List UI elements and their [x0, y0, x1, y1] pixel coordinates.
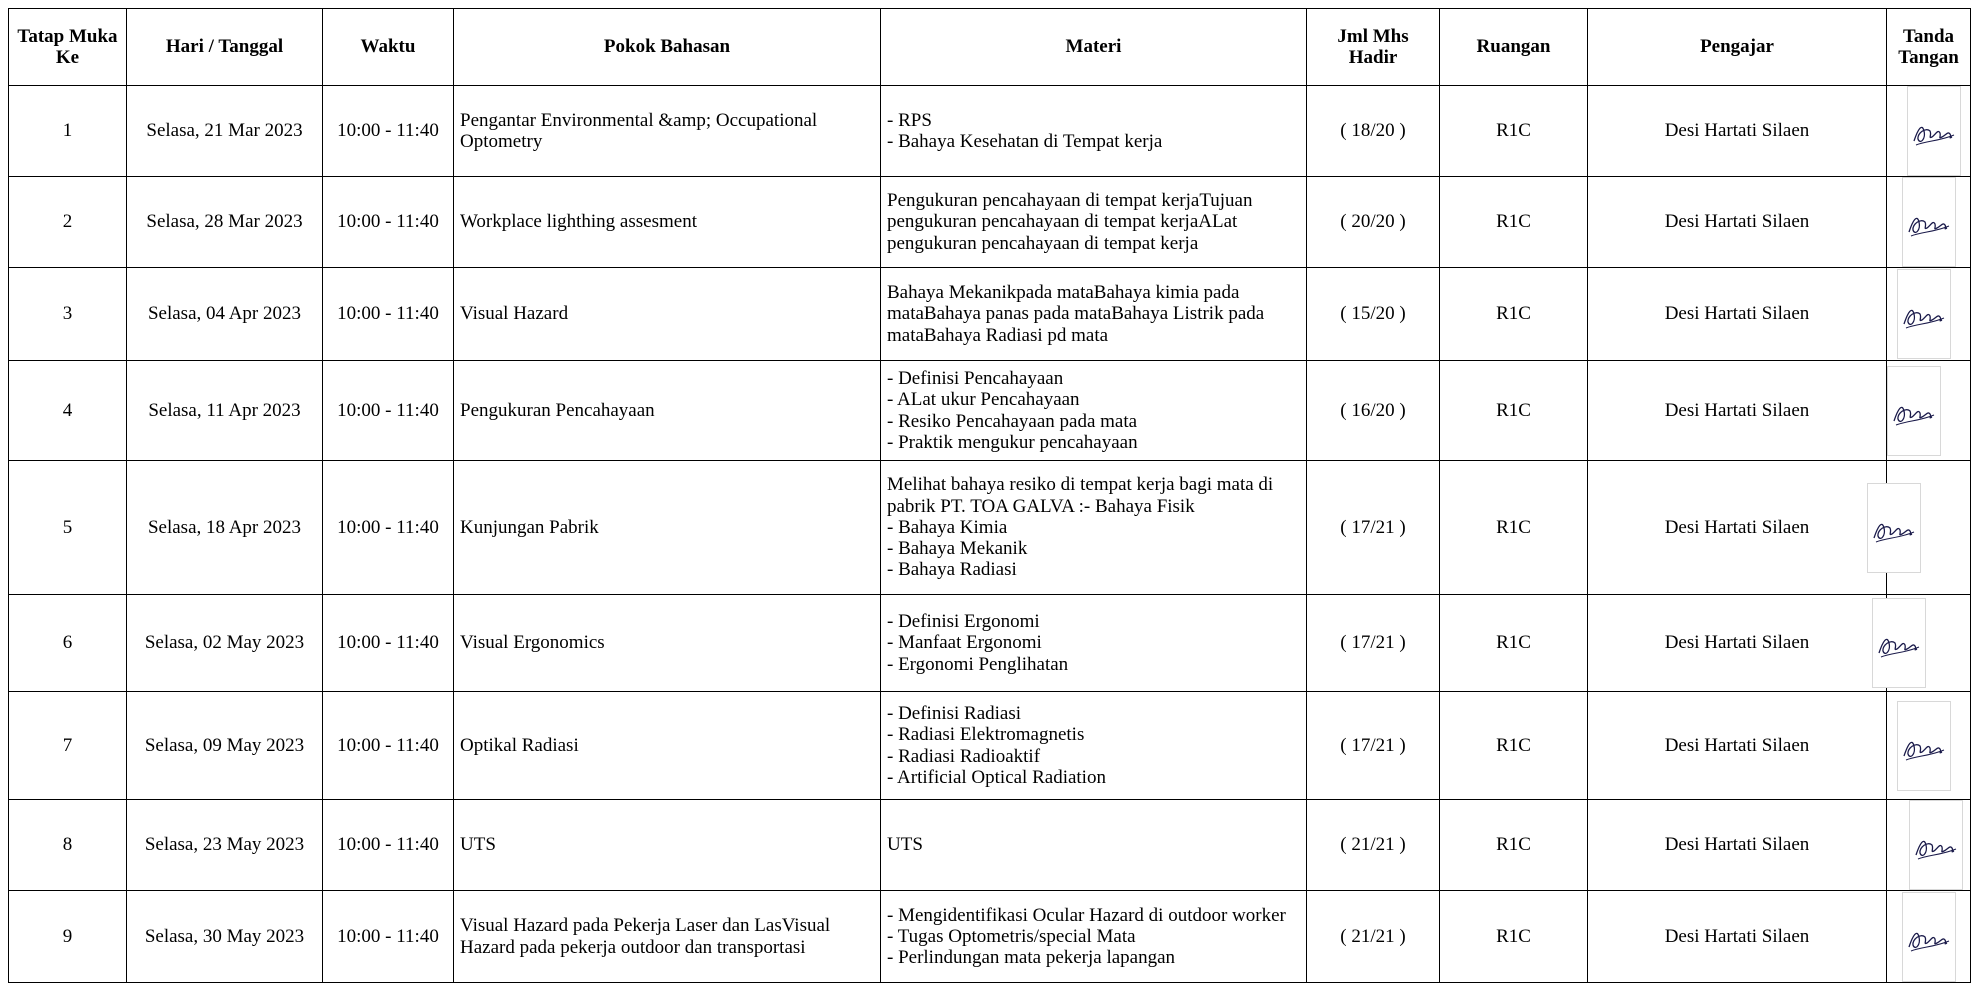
cell-pokok-bahasan: Visual Ergonomics: [454, 595, 881, 692]
cell-ruangan: R1C: [1440, 461, 1588, 595]
header-ruangan: Ruangan: [1440, 9, 1588, 86]
cell-ruangan: R1C: [1440, 268, 1588, 361]
cell-pokok-bahasan: Pengukuran Pencahayaan: [454, 361, 881, 461]
cell-tatap-muka: 9: [9, 891, 127, 983]
cell-ruangan: R1C: [1440, 595, 1588, 692]
table-body: [9, 86, 1971, 983]
cell-materi: - Definisi Ergonomi - Manfaat Ergonomi - Ergonomi Penglihatan: [881, 595, 1307, 692]
cell-pengajar: Desi Hartati Silaen: [1588, 86, 1887, 177]
cell-tanda-tangan: [1887, 461, 1971, 595]
cell-hari-tanggal: Selasa, 09 May 2023: [127, 692, 323, 800]
cell-waktu: 10:00 - 11:40: [323, 891, 454, 983]
table-row: [9, 268, 1971, 361]
signature-icon: [1910, 801, 1962, 889]
cell-jml-mhs-hadir: ( 20/20 ): [1307, 177, 1440, 268]
cell-tatap-muka: 5: [9, 461, 127, 595]
signature-image: [1867, 483, 1921, 573]
cell-pengajar: Desi Hartati Silaen: [1588, 800, 1887, 891]
cell-materi: Bahaya Mekanikpada mataBahaya kimia pada mataBahaya panas pada mataBahaya Listrik pada mataBahaya Radiasi pd mata: [881, 268, 1307, 361]
signature-icon: [1898, 702, 1950, 790]
signature-image: [1902, 892, 1956, 982]
cell-pengajar: Desi Hartati Silaen: [1588, 461, 1887, 595]
cell-jml-mhs-hadir: ( 15/20 ): [1307, 268, 1440, 361]
cell-pengajar: Desi Hartati Silaen: [1588, 891, 1887, 983]
cell-jml-mhs-hadir: ( 16/20 ): [1307, 361, 1440, 461]
cell-pokok-bahasan: UTS: [454, 800, 881, 891]
table-row: [9, 177, 1971, 268]
cell-jml-mhs-hadir: ( 21/21 ): [1307, 800, 1440, 891]
cell-pengajar: Desi Hartati Silaen: [1588, 268, 1887, 361]
cell-jml-mhs-hadir: ( 18/20 ): [1307, 86, 1440, 177]
cell-tatap-muka: 3: [9, 268, 127, 361]
cell-tanda-tangan: [1887, 595, 1971, 692]
header-row: [9, 9, 1971, 86]
cell-materi: Pengukuran pencahayaan di tempat kerjaTujuan pengukuran pencahayaan di tempat kerjaALat pengukuran pencahayaan di tempat kerja: [881, 177, 1307, 268]
table-row: [9, 800, 1971, 891]
cell-hari-tanggal: Selasa, 04 Apr 2023: [127, 268, 323, 361]
cell-pengajar: Desi Hartati Silaen: [1588, 595, 1887, 692]
header-waktu: Waktu: [323, 9, 454, 86]
cell-tanda-tangan: [1887, 800, 1971, 891]
signature-image: [1902, 177, 1956, 267]
cell-waktu: 10:00 - 11:40: [323, 800, 454, 891]
cell-pengajar: Desi Hartati Silaen: [1588, 177, 1887, 268]
cell-ruangan: R1C: [1440, 692, 1588, 800]
cell-materi: - Definisi Radiasi - Radiasi Elektromagnetis - Radiasi Radioaktif - Artificial Optical Radiation: [881, 692, 1307, 800]
cell-ruangan: R1C: [1440, 177, 1588, 268]
cell-jml-mhs-hadir: ( 17/21 ): [1307, 595, 1440, 692]
cell-pokok-bahasan: Pengantar Environmental &amp; Occupational Optometry: [454, 86, 881, 177]
cell-tatap-muka: 2: [9, 177, 127, 268]
cell-waktu: 10:00 - 11:40: [323, 177, 454, 268]
cell-pokok-bahasan: Visual Hazard pada Pekerja Laser dan LasVisual Hazard pada pekerja outdoor dan transportasi: [454, 891, 881, 983]
table-row: [9, 461, 1971, 595]
cell-ruangan: R1C: [1440, 361, 1588, 461]
signature-icon: [1908, 87, 1960, 175]
cell-ruangan: R1C: [1440, 800, 1588, 891]
cell-hari-tanggal: Selasa, 23 May 2023: [127, 800, 323, 891]
cell-hari-tanggal: Selasa, 28 Mar 2023: [127, 177, 323, 268]
cell-waktu: 10:00 - 11:40: [323, 461, 454, 595]
cell-materi: - Mengidentifikasi Ocular Hazard di outdoor worker - Tugas Optometris/special Mata - Perlindungan mata pekerja lapangan: [881, 891, 1307, 983]
cell-hari-tanggal: Selasa, 02 May 2023: [127, 595, 323, 692]
cell-pokok-bahasan: Visual Hazard: [454, 268, 881, 361]
header-hari-tanggal: Hari / Tanggal: [127, 9, 323, 86]
signature-image: [1897, 269, 1951, 359]
cell-waktu: 10:00 - 11:40: [323, 692, 454, 800]
cell-pokok-bahasan: Workplace lighthing assesment: [454, 177, 881, 268]
cell-jml-mhs-hadir: ( 17/21 ): [1307, 461, 1440, 595]
cell-tatap-muka: 6: [9, 595, 127, 692]
cell-pengajar: Desi Hartati Silaen: [1588, 692, 1887, 800]
cell-waktu: 10:00 - 11:40: [323, 361, 454, 461]
header-pengajar: Pengajar: [1588, 9, 1887, 86]
header-tanda-tangan: Tanda Tangan: [1887, 9, 1971, 86]
signature-image: [1897, 701, 1951, 791]
cell-waktu: 10:00 - 11:40: [323, 595, 454, 692]
cell-hari-tanggal: Selasa, 11 Apr 2023: [127, 361, 323, 461]
cell-materi: Melihat bahaya resiko di tempat kerja bagi mata di pabrik PT. TOA GALVA :- Bahaya Fisik - Bahaya Kimia - Bahaya Mekanik - Bahaya Radiasi: [881, 461, 1307, 595]
header-tatap-muka: Tatap Muka Ke: [9, 9, 127, 86]
table-row: [9, 86, 1971, 177]
cell-tatap-muka: 4: [9, 361, 127, 461]
cell-pokok-bahasan: Optikal Radiasi: [454, 692, 881, 800]
cell-tanda-tangan: [1887, 692, 1971, 800]
signature-image: [1872, 598, 1926, 688]
cell-tanda-tangan: [1887, 361, 1971, 461]
signature-icon: [1903, 893, 1955, 981]
header-materi: Materi: [881, 9, 1307, 86]
table-row: [9, 891, 1971, 983]
cell-hari-tanggal: Selasa, 30 May 2023: [127, 891, 323, 983]
table-row: [9, 595, 1971, 692]
signature-icon: [1888, 367, 1940, 455]
cell-hari-tanggal: Selasa, 18 Apr 2023: [127, 461, 323, 595]
header-jml-mhs-hadir: Jml Mhs Hadir: [1307, 9, 1440, 86]
cell-waktu: 10:00 - 11:40: [323, 86, 454, 177]
cell-materi: - Definisi Pencahayaan - ALat ukur Pencahayaan - Resiko Pencahayaan pada mata - Praktik mengukur pencahayaan: [881, 361, 1307, 461]
cell-tanda-tangan: [1887, 86, 1971, 177]
signature-image: [1907, 86, 1961, 176]
table-row: [9, 692, 1971, 800]
cell-ruangan: R1C: [1440, 891, 1588, 983]
cell-tatap-muka: 7: [9, 692, 127, 800]
cell-pengajar: Desi Hartati Silaen: [1588, 361, 1887, 461]
cell-hari-tanggal: Selasa, 21 Mar 2023: [127, 86, 323, 177]
cell-materi: UTS: [881, 800, 1307, 891]
cell-tatap-muka: 1: [9, 86, 127, 177]
cell-ruangan: R1C: [1440, 86, 1588, 177]
cell-materi: - RPS - Bahaya Kesehatan di Tempat kerja: [881, 86, 1307, 177]
signature-image: [1887, 366, 1941, 456]
header-pokok-bahasan: Pokok Bahasan: [454, 9, 881, 86]
signature-icon: [1898, 270, 1950, 358]
signature-icon: [1873, 599, 1925, 687]
cell-jml-mhs-hadir: ( 21/21 ): [1307, 891, 1440, 983]
signature-icon: [1903, 178, 1955, 266]
cell-tanda-tangan: [1887, 891, 1971, 983]
cell-pokok-bahasan: Kunjungan Pabrik: [454, 461, 881, 595]
cell-waktu: 10:00 - 11:40: [323, 268, 454, 361]
table-row: [9, 361, 1971, 461]
attendance-table: [8, 8, 1971, 983]
cell-tanda-tangan: [1887, 177, 1971, 268]
signature-image: [1909, 800, 1963, 890]
signature-icon: [1868, 484, 1920, 572]
cell-jml-mhs-hadir: ( 17/21 ): [1307, 692, 1440, 800]
cell-tatap-muka: 8: [9, 800, 127, 891]
cell-tanda-tangan: [1887, 268, 1971, 361]
